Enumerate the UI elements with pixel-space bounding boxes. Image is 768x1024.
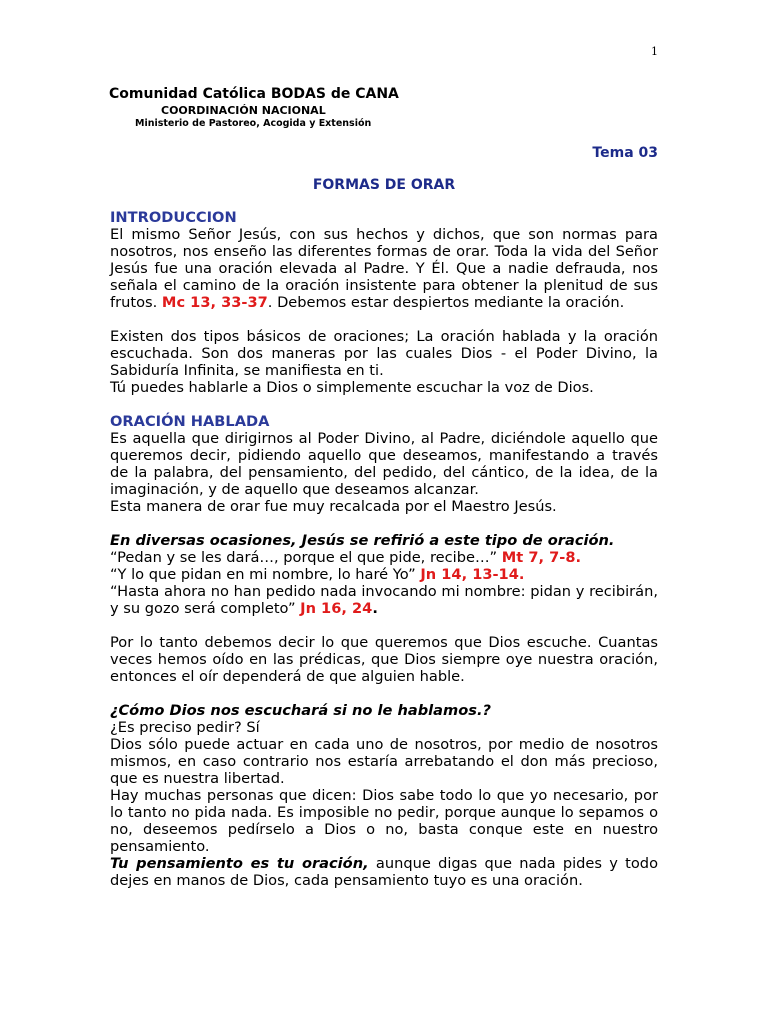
bible-reference: Mt 7, 7-8. [501, 549, 582, 566]
pensamiento-paragraph [110, 855, 658, 889]
letterhead [109, 86, 399, 129]
como-question: ¿Cómo Dios nos escuchará si no le hablamos.? [110, 702, 491, 719]
topic-number: Tema 03 [592, 145, 658, 161]
bible-reference: Jn 16, 24 [300, 600, 373, 617]
section-heading-introduccion: INTRODUCCION [110, 209, 237, 226]
pensamiento-rest: aunque digas que nada pides y todo dejes en manos de Dios, cada pensamiento tuyo es una oración. [110, 855, 658, 889]
document-body [110, 209, 658, 889]
document-title: FORMAS DE ORAR [312, 177, 456, 193]
quote-1-text: “Pedan y se les dará…, porque el que pide, recibe…” [110, 549, 502, 566]
ministry-name: Ministerio de Pastoreo, Acogida y Extensión [135, 118, 372, 129]
hablada-paragraph-2: Esta manera de orar fue muy recalcada por el Maestro Jesús. [110, 498, 557, 515]
section-heading-oracion-hablada: ORACIÓN HABLADA [110, 413, 270, 430]
pensamiento-lead: Tu pensamiento es tu oración, [110, 855, 369, 872]
dios-paragraph: Dios sólo puede actuar en cada uno de nosotros, por medio de nosotros mismos, en caso contrario nos estaría arrebatando el don más precioso, que es nuestra libertad. [110, 736, 658, 787]
preciso-line: ¿Es preciso pedir? Sí [110, 719, 260, 736]
quote-3-period: . [372, 600, 378, 617]
hablada-paragraph-1: Es aquella que dirigirnos al Poder Divino, al Padre, diciéndole aquello que queremos decir, pidiendo aquello que deseamos, manifestando a través de la palabra, del pensamiento, del pedido, del cántico, de la idea, de la imaginación, y de aquello que deseamos alcanzar. [110, 430, 658, 498]
page-number: 1 [651, 45, 658, 58]
intro-text-a: El mismo Señor Jesús, con sus hechos y dichos, que son normas para nosotros, nos enseño las diferentes formas de orar. Toda la vida del Señor Jesús fue una oración elevada al Padre. Y Él. Que a nadie defrauda, nos señala el camino de la oración insistente para obtener la plenitud de sus frutos. [110, 226, 658, 311]
quote-1 [110, 549, 658, 566]
intro-paragraph-1 [110, 226, 658, 311]
hay-paragraph: Hay muchas personas que dicen: Dios sabe todo lo que yo necesario, por lo tanto no pida nada. Es imposible no pedir, porque aunque lo sepamos o no, deseemos pedírselo a Dios o no, basta conque este en nuestro pensamiento. [110, 787, 658, 855]
quote-3 [110, 583, 658, 617]
bible-reference: Mc 13, 33-37 [161, 294, 268, 311]
bible-reference: Jn 14, 13-14. [420, 566, 525, 583]
intro-paragraph-2: Existen dos tipos básicos de oraciones; La oración hablada y la oración escuchada. Son dos maneras por las cuales Dios - el Poder Divino, la Sabiduría Infinita, se manifiesta en ti. [110, 328, 658, 379]
ocasiones-heading: En diversas ocasiones, Jesús se refirió a este tipo de oración. [110, 532, 615, 549]
intro-paragraph-3: Tú puedes hablarle a Dios o simplemente escuchar la voz de Dios. [110, 379, 594, 396]
quote-2 [110, 566, 658, 583]
tanto-paragraph: Por lo tanto debemos decir lo que queremos que Dios escuche. Cuantas veces hemos oído en las prédicas, que Dios siempre oye nuestra oración, entonces el oír dependerá de que alguien hable. [110, 634, 658, 685]
coordination-name: COORDINACIÓN NACIONAL [161, 104, 326, 117]
quote-3-text: “Hasta ahora no han pedido nada invocando mi nombre: pidan y recibirán, y su gozo será completo” [110, 583, 658, 617]
quote-2-text: “Y lo que pidan en mi nombre, lo haré Yo” [110, 566, 421, 583]
org-name: Comunidad Católica BODAS de CANA [109, 86, 399, 102]
intro-text-b: . Debemos estar despiertos mediante la oración. [267, 294, 625, 311]
